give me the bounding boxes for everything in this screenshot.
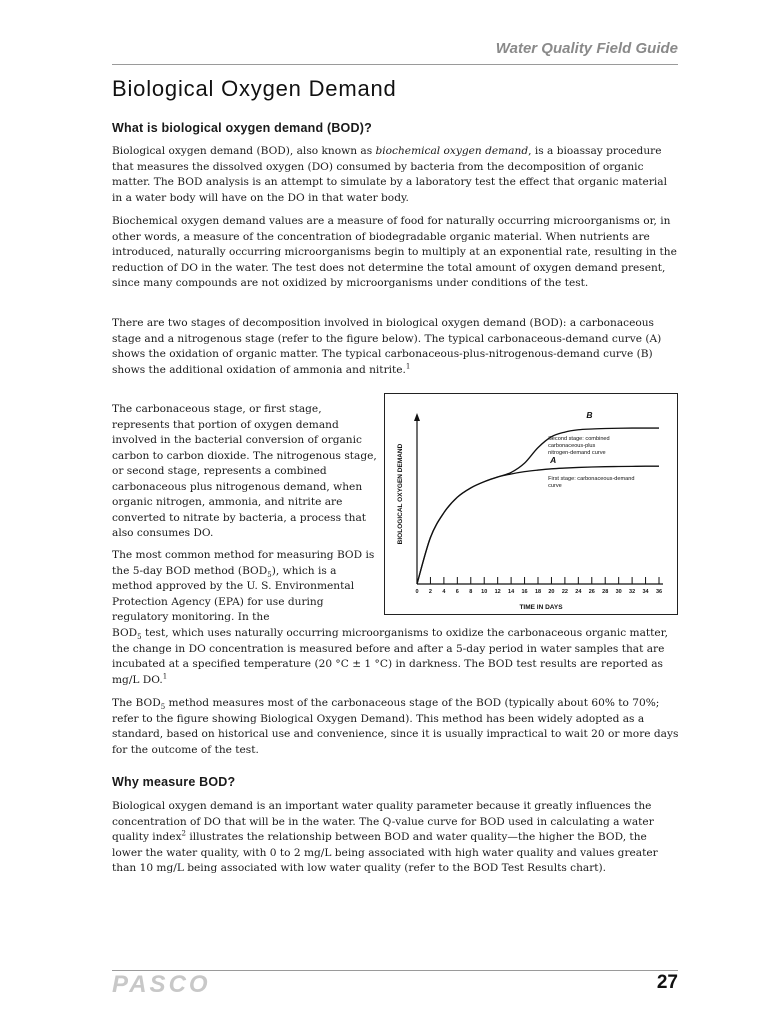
x-tick-label: 30 — [615, 589, 622, 595]
section-heading-what-is-bod: What is biological oxygen demand (BOD)? — [112, 121, 372, 135]
x-tick-label: 16 — [521, 589, 528, 595]
reference-marker: 1 — [405, 361, 411, 370]
series-a-line — [417, 466, 659, 584]
x-tick-label: 6 — [455, 589, 459, 595]
x-tick-label: 20 — [548, 589, 555, 595]
x-tick-label: 0 — [415, 589, 419, 595]
x-axis-label: TIME IN DAYS — [519, 604, 563, 611]
paragraph-two-stages — [112, 316, 680, 378]
paragraph-two-stages-text: There are two stages of decomposition involved in biological oxygen demand (BOD): a carbonaceous stage and a nitrogenous stage (refer to the figure below). The typical carbonaceous-demand curve (A) shows the oxidation of organic matter. The typical carbonaceous-plus-nitrogenous-demand curve (B) shows the additional oxidation of ammonia and nitrite. — [112, 317, 662, 376]
page-number: 27 — [656, 972, 678, 993]
series-description-line: First stage: carbonaceous-demand — [548, 476, 635, 483]
paragraph-bod5-method-part2: method measures most of the carbonaceous stage of the BOD (typically about 60% to 70%; refer to the figure showing Biological Oxygen Demand). This method has been widely adopted as a standard, based on historical use and convenience, since it is usually impractical to wait 20 or more days for the outcome of the test. — [112, 697, 679, 756]
paragraph-bod5-test — [112, 626, 680, 688]
x-tick-label: 22 — [561, 589, 568, 595]
pasco-logo: PASCO — [112, 971, 211, 998]
series-description-line: nitrogen-demand curve — [548, 449, 606, 456]
paragraph-bod5-part2: test, which uses naturally occurring microorganisms to oxidize the carbonaceous organic matter, the change in DO concentration is measured before and after a 5-day period in water samples that are incubated at a specified temperature (20 °C ± 1 °C) in darkness. The BOD test results are reported as mg/L DO. — [112, 627, 668, 686]
series-description-line: carbonaceous-plus — [548, 442, 596, 449]
paragraph-definition — [112, 144, 680, 206]
paragraph-why-measure — [112, 799, 680, 877]
paragraph-biochemical: Biochemical oxygen demand values are a measure of food for naturally occurring microorganisms or, in other words, a measure of the concentration of biodegradable organic material. When nutrients are introduced, naturally occurring microorganisms begin to multiply at an exponential rate, resulting in the reduction of DO in the water. The test does not determine the total amount of oxygen demand present, since many compounds are not oxidized by microorganisms under conditions of the test. — [112, 215, 677, 289]
x-tick-label: 2 — [428, 589, 432, 595]
x-tick-label: 10 — [481, 589, 488, 595]
paragraph-five-day-part1: The most common method for measuring BOD is the 5-day BOD method (BOD — [112, 549, 375, 577]
paragraph-why-part2: illustrates the relationship between BOD and water quality—the higher the BOD, the lower the water quality, with 0 to 2 mg/L being associated with high water quality and values greater than 10 mg/L being associated with low water quality (refer to the BOD Test Results chart). — [112, 831, 658, 874]
bod-chart — [385, 394, 677, 614]
paragraph-bod5-method — [112, 696, 680, 758]
section-heading-why-measure: Why measure BOD? — [112, 775, 236, 789]
paragraph-bod5-method-part1: The BOD — [112, 697, 161, 709]
x-tick-label: 28 — [602, 589, 609, 595]
series-a-letter: A — [550, 455, 557, 466]
x-tick-label: 32 — [629, 589, 636, 595]
subscript-5: 5 — [267, 570, 272, 579]
chart-dynamic-layer — [414, 410, 663, 595]
paragraph-definition-emphasis: biochemical oxygen demand — [375, 145, 529, 157]
reference-marker: 1 — [162, 671, 168, 680]
guide-title: Water Quality Field Guide — [495, 40, 678, 57]
page-title: Biological Oxygen Demand — [112, 76, 397, 101]
subscript-5: 5 — [137, 633, 142, 642]
paragraph-bod5-part1: BOD — [112, 627, 138, 639]
header-rule — [112, 64, 678, 65]
paragraph-five-day-method — [112, 548, 380, 626]
x-tick-label: 14 — [508, 589, 515, 595]
bod-figure — [384, 393, 678, 615]
series-description-line: curve — [548, 483, 562, 490]
x-tick-label: 36 — [655, 589, 663, 595]
paragraph-carbonaceous-stage: The carbonaceous stage, or first stage, represents that portion of oxygen demand involved in the bacterial conversion of organic carbon to carbon dioxide. The nitrogenous stage, or second stage, represents a combined carbonaceous plus nitrogenous demand, when organic nitrogen, ammonia, and nitrite are converted to nitrate by bacteria, a process that also consumes DO. — [112, 403, 377, 539]
series-b-letter: B — [586, 410, 593, 421]
x-tick-label: 34 — [642, 589, 649, 595]
series-description-line: Second stage: combined — [548, 435, 610, 442]
x-tick-label: 24 — [575, 589, 582, 595]
series-b-description — [548, 436, 610, 456]
y-axis-arrow — [414, 413, 420, 421]
y-axis-label: BIOLOGICAL OXYGEN DEMAND — [397, 443, 404, 545]
series-b-line — [417, 428, 659, 584]
x-tick-label: 4 — [442, 589, 446, 595]
subscript-5: 5 — [160, 703, 166, 712]
paragraph-definition-part2: , is a bioassay procedure that measures the dissolved oxygen (DO) consumed by bacteria from the decomposition of organic matter. The BOD analysis is an attempt to simulate by a laboratory test the effect that organic material in a water body will have on the DO in that water body. — [112, 145, 667, 204]
x-tick-label: 18 — [534, 589, 542, 595]
paragraph-why-part1: Biological oxygen demand is an important water quality parameter because it greatly influences the concentration of DO that will be in the water. The Q-value curve for BOD used in calculating a water quality index — [112, 800, 654, 843]
series-a-description — [548, 476, 634, 489]
reference-marker: 2 — [181, 829, 187, 838]
x-tick-label: 12 — [494, 589, 501, 595]
x-tick-label: 8 — [469, 589, 473, 595]
paragraph-definition-part1: Biological oxygen demand (BOD), also known as — [112, 145, 376, 157]
x-tick-label: 26 — [588, 589, 595, 595]
paragraph-five-day-part2: ), which is a method approved by the U. S. Environmental Protection Agency (EPA) for use during regulatory monitoring. In the — [112, 564, 355, 623]
